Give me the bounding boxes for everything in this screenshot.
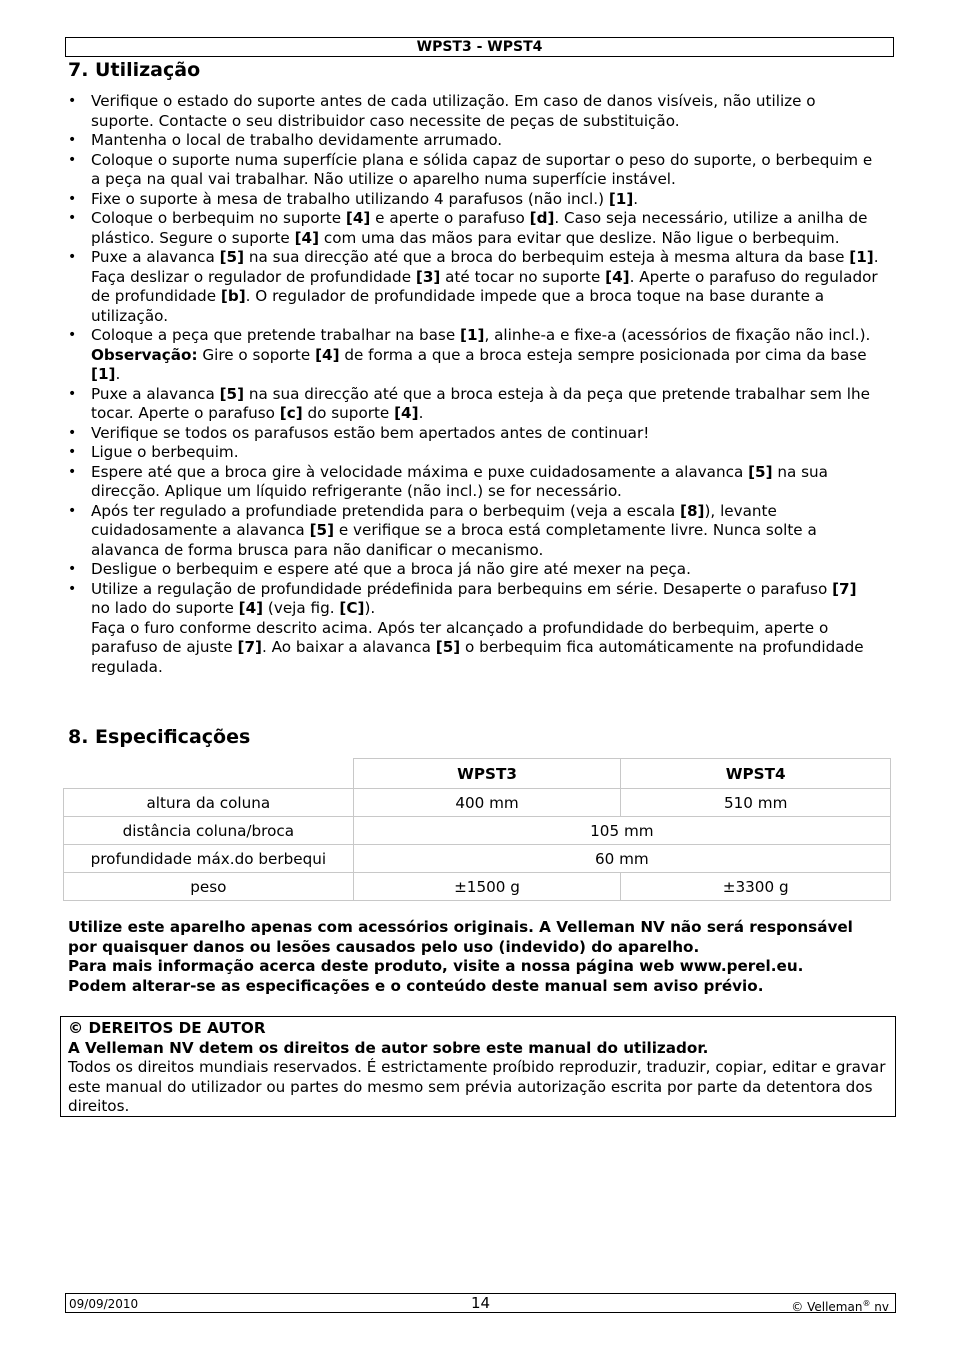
item-text: e aperte o parafuso <box>370 209 530 227</box>
item-text: Coloque o berbequim no suporte <box>91 209 346 227</box>
item-text: na sua direcção até que a broca esteja à da peça que pretende trabalhar sem lhe tocar. Aperte o parafuso <box>91 384 870 422</box>
item-reference: [1] <box>849 248 874 266</box>
item-text: na sua direcção até que a broca do berbequim esteja à mesma altura da base <box>244 248 850 266</box>
item-text: o berbequim fica automáticamente na profundidade regulada. <box>91 638 864 676</box>
item-reference: [5] <box>748 462 773 481</box>
item-text: na sua direcção. Aplique um líquido refrigerante (não incl.) se for necessário. <box>91 462 828 500</box>
item-text: . <box>115 365 121 383</box>
item-text: Coloque o suporte numa superfície plana e sólida capaz de suportar o peso do suporte, o berbequim e a peça na qual vai trabalhar. Não utilize o aparelho numa superfície instável. <box>91 150 873 188</box>
list-item <box>68 502 880 561</box>
item-reference: [4] <box>345 209 371 227</box>
copyright-box <box>60 1016 896 1117</box>
table-header-row <box>64 759 891 789</box>
item-reference: [b] <box>220 287 246 305</box>
cell-wpst3: 400 mm <box>353 789 621 817</box>
page-footer <box>65 1293 896 1313</box>
list-item <box>68 580 880 678</box>
list-item <box>68 326 880 385</box>
item-text: . Caso seja necessário, utilize a anilha de plástico. Segure o suporte <box>91 209 868 247</box>
item-reference: [5] <box>219 384 245 403</box>
section-7-title: 7. Utilização <box>68 59 201 81</box>
table-header-wpst3: WPST3 <box>353 759 621 789</box>
item-reference: [C] <box>339 599 365 617</box>
item-reference: [4] <box>294 228 320 247</box>
section-8-title: 8. Especificações <box>68 726 251 748</box>
notice-accessories: Utilize este aparelho apenas com acessórios originais. A Velleman NV não será responsável por quaisquer danos ou lesões causados pelo uso (indevido) do aparelho. <box>68 918 853 956</box>
item-text: Espere até que a broca gire à velocidade máxima e puxe cuidadosamente a alavanca <box>91 462 749 481</box>
row-label: altura da coluna <box>64 789 354 817</box>
list-item <box>68 209 880 248</box>
footer-brand <box>791 1295 889 1316</box>
copyright-subtitle: A Velleman NV detem os direitos de autor sobre este manual do utilizador. <box>68 1038 709 1057</box>
item-text: Desligue o berbequim e espere até que a broca já não gire até mexer na peça. <box>91 560 691 578</box>
table-header-blank <box>64 759 354 789</box>
header-title: WPST3 - WPST4 <box>416 39 543 55</box>
item-text: . Ao baixar a alavanca <box>261 638 436 656</box>
item-text: Mantenha o local de trabalho devidamente arrumado. <box>91 131 503 149</box>
row-label: profundidade máx.do berbequi <box>64 845 354 873</box>
table-header-wpst4: WPST4 <box>621 759 891 789</box>
item-reference: [4] <box>315 345 340 364</box>
item-reference: [7] <box>237 638 262 656</box>
item-text: . <box>633 189 639 208</box>
cell-shared: 60 mm <box>353 845 890 873</box>
item-text: de forma a que a broca esteja sempre posicionada por cima da base <box>339 345 867 364</box>
item-reference: [5] <box>309 521 335 539</box>
footer-brand-suffix: nv <box>870 1300 889 1314</box>
item-reference: [4] <box>605 267 630 286</box>
item-reference: [5] <box>435 638 461 656</box>
cell-shared: 105 mm <box>353 817 890 845</box>
table-row <box>64 845 891 873</box>
table-row <box>64 789 891 817</box>
item-text: , alinhe-a e fixe-a (acessórios de fixação não incl.). <box>484 326 871 344</box>
notice-changes: Podem alterar-se as especificações e o conteúdo deste manual sem aviso prévio. <box>68 976 764 995</box>
footer-brand-registered: ® <box>862 1299 871 1308</box>
item-text: Puxe a alavanca <box>91 384 220 403</box>
copyright-body: Todos os direitos mundiais reservados. É estrictamente proíbido reproduzir, traduzir, copiar, editar e gravar este manual do utilizador ou partes do mesmo sem prévia autorização escrita por parte da detentora dos direitos. <box>68 1058 886 1115</box>
cell-wpst4: ±3300 g <box>621 873 891 901</box>
list-item <box>68 443 880 463</box>
specifications-table <box>63 758 891 901</box>
item-text: (veja fig. <box>263 599 340 617</box>
item-text: Coloque a peça que pretende trabalhar na base <box>91 326 460 344</box>
item-text: até tocar no suporte <box>440 267 606 286</box>
item-reference: [7] <box>832 579 857 598</box>
notice-website: Para mais informação acerca deste produto, visite a nossa página web www.perel.eu. <box>68 957 804 975</box>
item-reference: Observação: <box>91 345 198 364</box>
item-text: ), levante cuidadosamente a alavanca <box>91 501 777 539</box>
page-header <box>65 37 894 57</box>
item-reference: [4] <box>394 404 419 422</box>
table-row <box>64 817 891 845</box>
footer-brand-name: © Velleman <box>791 1300 863 1314</box>
cell-wpst4: 510 mm <box>621 789 891 817</box>
item-text: Gire o soporte <box>197 345 316 364</box>
item-text: do suporte <box>302 404 395 422</box>
list-item <box>68 92 880 131</box>
item-reference: [3] <box>415 267 441 286</box>
item-text: no lado do suporte <box>91 599 239 617</box>
item-text: Puxe a alavanca <box>91 248 220 266</box>
notice-block <box>68 918 880 996</box>
item-text: . O regulador de profundidade impede que a broca toque na base durante a utilização. <box>91 287 825 325</box>
item-reference: [4] <box>238 599 264 617</box>
item-reference: [1] <box>608 189 634 208</box>
list-item <box>68 424 880 444</box>
item-text: ). <box>364 599 376 617</box>
item-text: Faça o furo conforme descrito acima. Após ter alcançado a profundidade do berbequim, aperte o parafuso de ajuste <box>91 618 829 656</box>
item-reference: [c] <box>279 404 303 422</box>
item-text: Verifique o estado do suporte antes de cada utilização. Em caso de danos visíveis, não utilize o suporte. Contacte o seu distribuidor caso necessite de peças de substituição. <box>91 92 816 130</box>
item-reference: [1] <box>91 365 116 383</box>
row-label: distância coluna/broca <box>64 817 354 845</box>
item-text: Após ter regulado a profundiade pretendida para o berbequim (veja a escala <box>91 501 681 520</box>
footer-page-number: 14 <box>470 1294 491 1312</box>
list-item <box>68 560 880 580</box>
item-text: e verifique se a broca está completamente livre. Nunca solte a alavanca de forma brusca para não danificar o mecanismo. <box>91 521 817 559</box>
item-reference: [d] <box>529 209 555 227</box>
item-text: . Faça deslizar o regulador de profundidade <box>91 248 879 286</box>
row-label: peso <box>64 873 354 901</box>
item-text: com uma das mãos para evitar que deslize. Não ligue o berbequim. <box>319 228 840 247</box>
item-text: Verifique se todos os parafusos estão bem apertados antes de continuar! <box>91 423 650 442</box>
item-reference: [8] <box>680 501 705 520</box>
item-text: . <box>418 404 424 422</box>
list-item <box>68 248 880 326</box>
item-text: Fixe o suporte à mesa de trabalho utilizando 4 parafusos (não incl.) <box>91 189 609 208</box>
cell-wpst3: ±1500 g <box>353 873 621 901</box>
item-reference: [5] <box>219 248 245 266</box>
footer-date: 09/09/2010 <box>69 1297 139 1311</box>
item-text: Ligue o berbequim. <box>91 443 239 461</box>
table-row <box>64 873 891 901</box>
item-reference: [1] <box>460 326 485 344</box>
list-item <box>68 131 880 151</box>
list-item <box>68 463 880 502</box>
usage-steps-list <box>68 92 880 677</box>
list-item <box>68 151 880 190</box>
item-text: . Aperte o parafuso do regulador de profundidade <box>91 267 878 305</box>
copyright-title: © DEREITOS DE AUTOR <box>68 1019 266 1037</box>
list-item <box>68 190 880 210</box>
list-item <box>68 385 880 424</box>
item-text: Utilize a regulação de profundidade prédefinida para berbequins em série. Desaperte o parafuso <box>91 579 833 598</box>
